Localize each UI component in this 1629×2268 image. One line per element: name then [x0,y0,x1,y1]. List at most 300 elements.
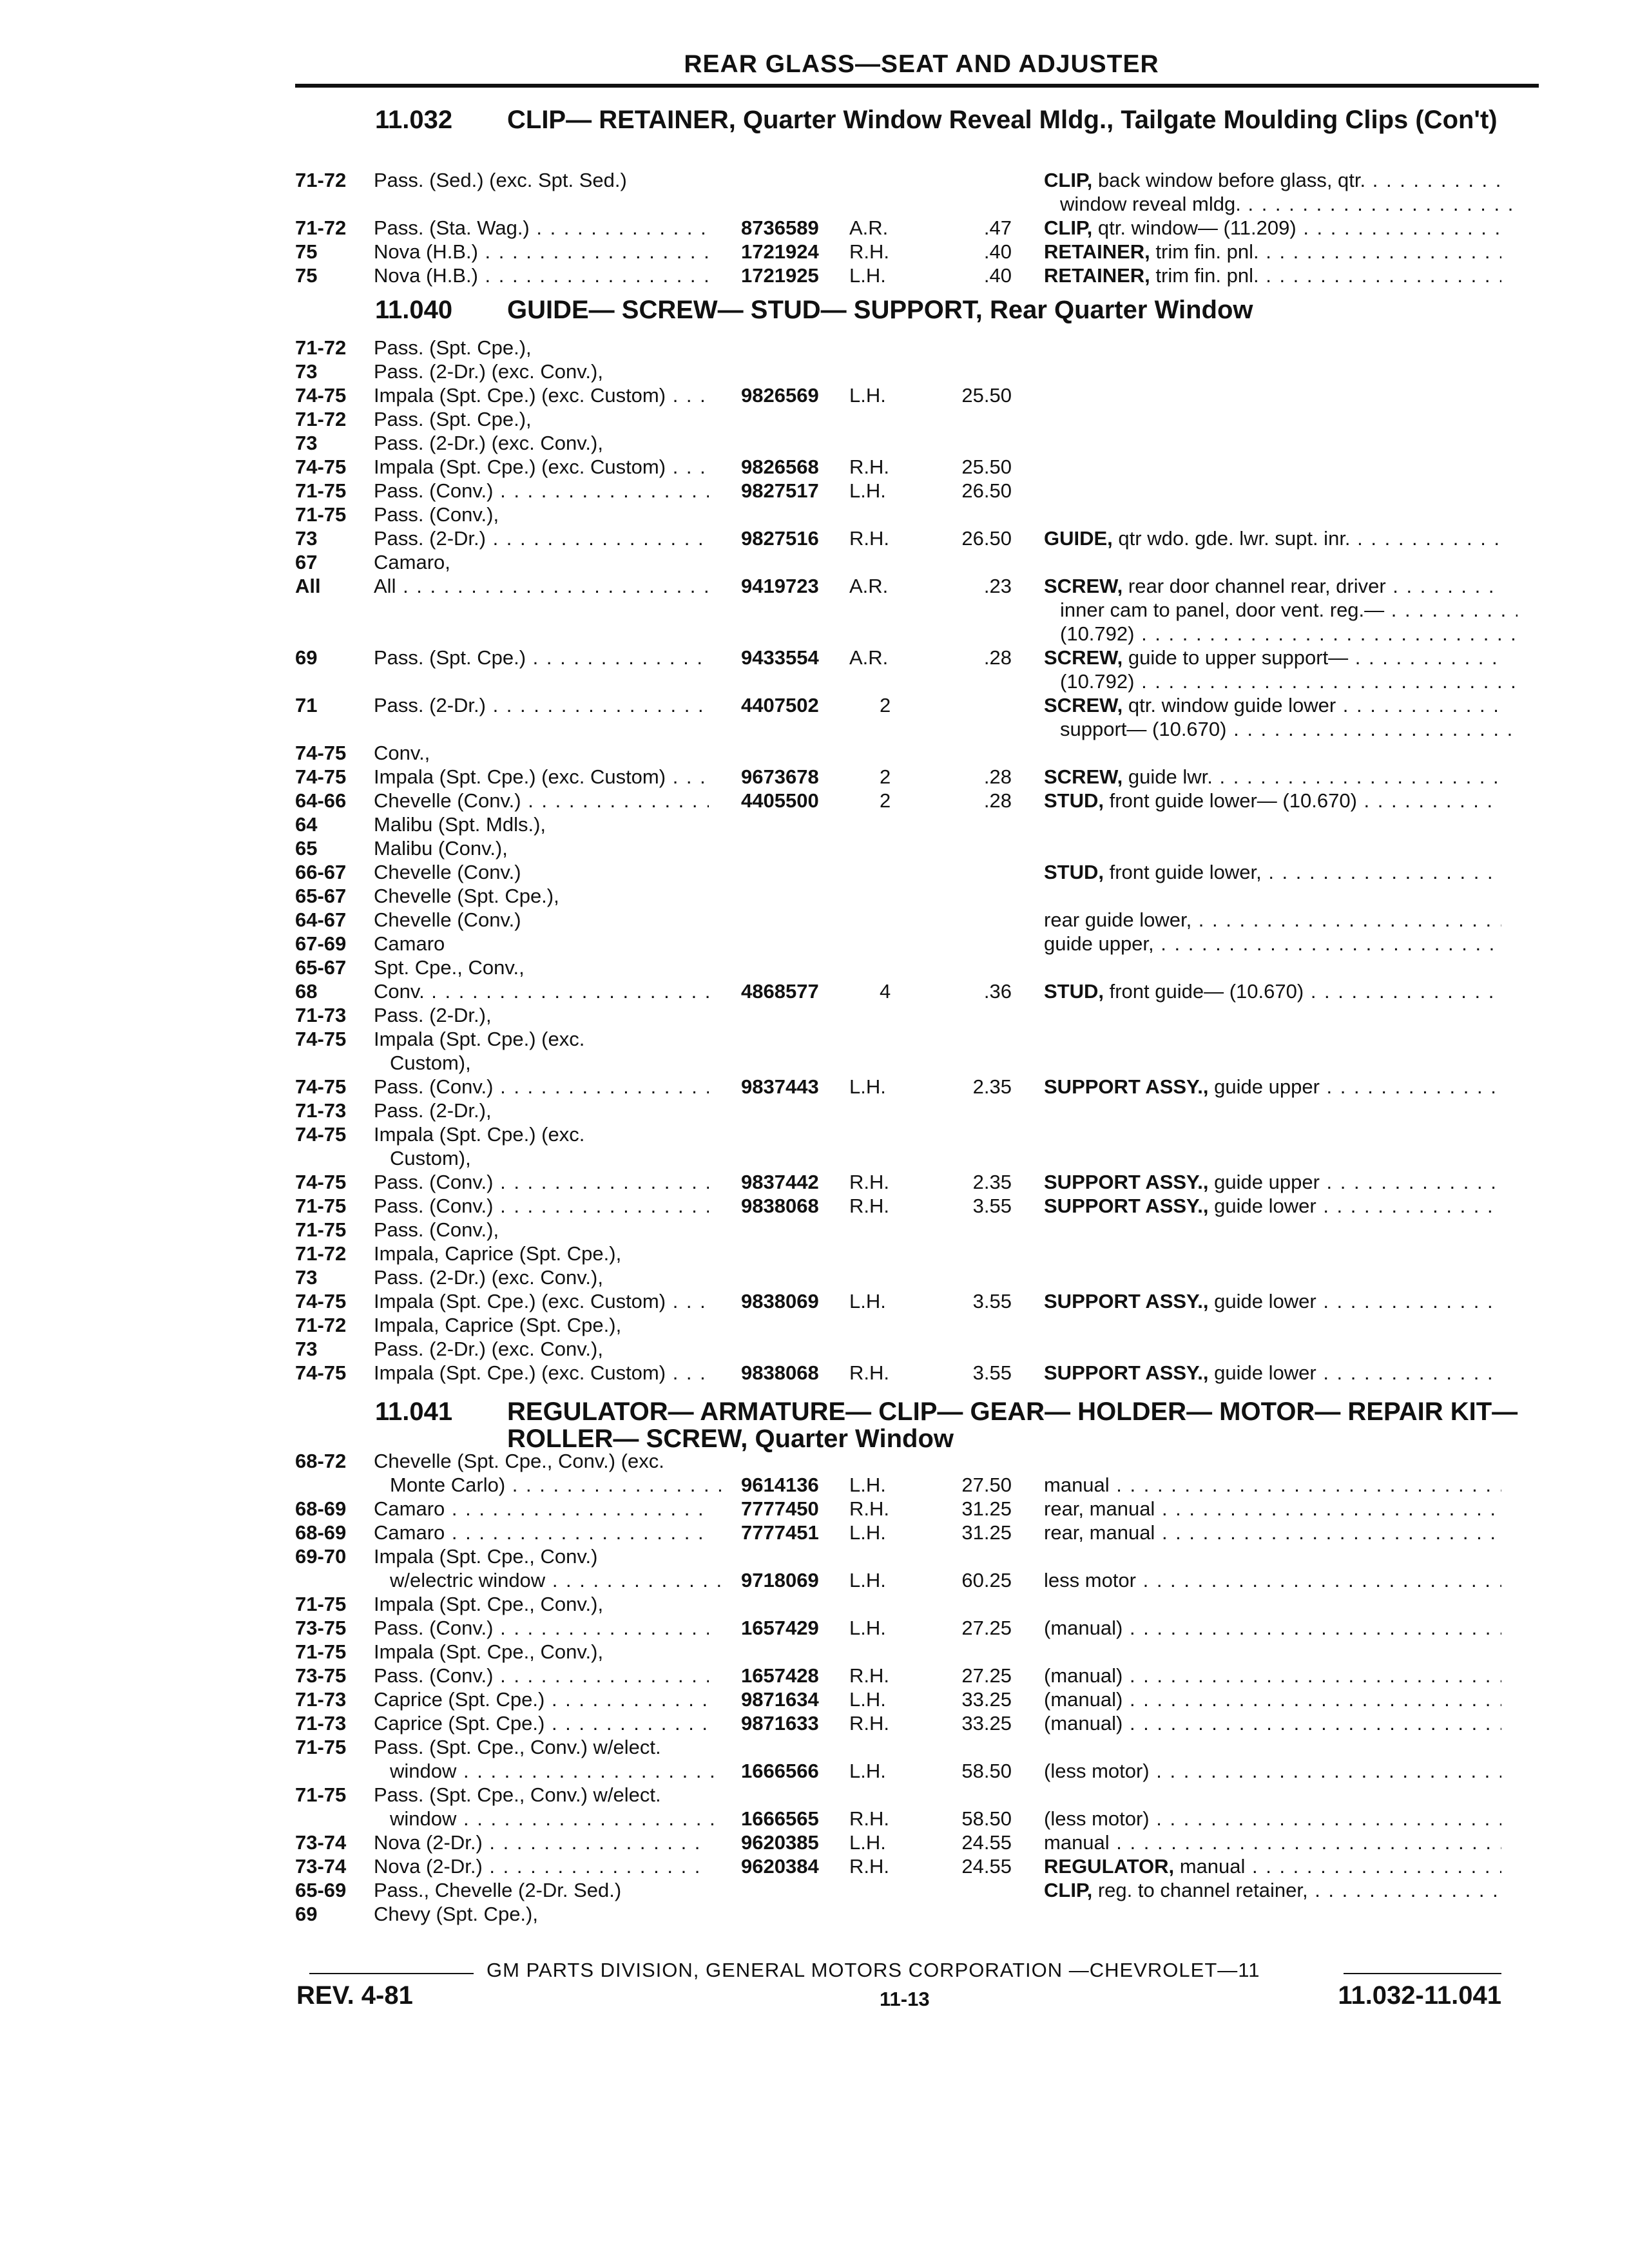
part-description [1044,1521,1501,1544]
model-description: Pass. (Sta. Wag.) . . . [374,216,709,240]
part-number [741,765,819,789]
quantity: R.H. [849,1855,889,1878]
quantity: L.H. [849,384,886,407]
part-detail: (manual) [1044,1664,1123,1687]
list-price: 31.25 [961,1521,1012,1544]
quantity: L.H. [849,479,886,502]
model-description: Monte Carlo) . . . [390,1474,725,1497]
table-row [0,1338,1629,1361]
list-price: .28 [983,646,1012,669]
model-description: Pass. (2-Dr.) (exc. Conv.), [374,432,603,454]
model-year: 74-75 [295,742,347,764]
part-detail: guide lower [1214,1361,1316,1384]
part-description [1044,789,1501,812]
model-description: Nova (H.B.) . . . [374,240,709,264]
page-number: 11-13 [880,1988,930,2010]
part-description [1060,670,1518,693]
part-detail: less motor [1044,1569,1136,1591]
model-description: Camaro . . . [374,1497,709,1521]
model-year: 64 [295,813,318,836]
part-number [741,1497,819,1521]
part-description [1044,240,1501,264]
model-year: 74-75 [295,1290,347,1312]
table-row [0,622,1629,646]
model-description: Chevelle (Spt. Cpe.), [374,885,559,907]
part-description [1044,1195,1501,1218]
part-detail: window reveal mldg. [1060,193,1241,215]
table-row [0,432,1629,456]
list-price: 60.25 [961,1569,1012,1591]
table-row [0,1147,1629,1171]
list-price: 25.50 [961,456,1012,478]
table-row [0,336,1629,360]
part-number-value: 9837442 [741,1171,819,1193]
part-detail: rear, manual [1044,1497,1155,1520]
table-row [0,1640,1629,1664]
model-description: Pass. (2-Dr.), [374,1099,492,1122]
table-row [0,551,1629,575]
table-row [0,1123,1629,1147]
part-number-value: 9614136 [741,1474,819,1496]
list-price: .47 [983,216,1012,239]
quantity: 4 [880,980,891,1003]
list-price: 3.55 [972,1195,1012,1217]
part-number-value: 9838069 [741,1290,819,1312]
model-description: Chevy (Spt. Cpe.), [374,1903,538,1925]
list-price: 58.50 [961,1807,1012,1830]
part-description [1044,980,1501,1003]
model-description: Pass., Chevelle (2-Dr. Sed.) [374,1879,622,1901]
list-price: .40 [983,264,1012,287]
part-description [1044,861,1501,884]
part-number [741,646,819,669]
quantity: A.R. [849,216,889,239]
table-row [0,1099,1629,1123]
part-description [1044,1171,1501,1194]
header-rule [295,84,1539,88]
model-description: Pass. (Conv.), [374,1218,499,1241]
model-year: 68-69 [295,1497,347,1520]
model-year: 66-67 [295,861,347,883]
model-description: Camaro [374,932,445,955]
model-year: 64-66 [295,789,347,812]
model-year: 68-69 [295,1521,347,1544]
model-year: 75 [295,264,318,287]
model-year: 65-67 [295,956,347,979]
model-description: Impala, Caprice (Spt. Cpe.), [374,1314,622,1336]
model-description: w/electric window . . . [390,1569,725,1592]
model-description: Impala (Spt. Cpe.) (exc. [374,1028,585,1050]
model-year: 71-72 [295,408,347,430]
part-name: REGULATOR, [1044,1855,1175,1878]
part-number-value: 4868577 [741,980,819,1003]
model-description: Pass. (Conv.) . . . [374,1171,709,1194]
part-detail: reg. to channel retainer, [1097,1879,1308,1901]
table-row [0,1075,1629,1099]
model-year: 74-75 [295,456,347,478]
part-number [741,789,819,812]
quantity: L.H. [849,1688,886,1711]
part-detail: guide to upper support— [1128,646,1349,669]
list-price: 2.35 [972,1075,1012,1098]
model-year: 75 [295,240,318,263]
part-number-value: 1666565 [741,1807,819,1830]
part-number-value: 9419723 [741,575,819,597]
part-number [741,1171,819,1194]
part-number [741,1831,819,1854]
table-row [0,980,1629,1004]
list-price: 33.25 [961,1712,1012,1735]
table-row [0,1760,1629,1783]
table-row [0,1903,1629,1927]
section-number: 11.041 [375,1398,453,1426]
part-detail: inner cam to panel, door vent. reg.— [1060,599,1385,621]
part-description [1044,1075,1501,1099]
quantity: L.H. [849,1075,886,1098]
part-description [1060,193,1518,216]
model-description: Nova (H.B.) . . . [374,264,709,287]
table-row [0,408,1629,432]
part-description [1044,1831,1501,1854]
model-description: Pass. (2-Dr.) (exc. Conv.), [374,1266,603,1289]
model-year: 71-73 [295,1099,347,1122]
model-description: Pass. (Conv.), [374,503,499,526]
model-description: Impala (Spt. Cpe.) (exc. Custom) . . . [374,765,709,789]
model-year: 74-75 [295,1075,347,1098]
part-number [741,479,819,503]
model-description: Pass. (Conv.) . . . [374,1195,709,1218]
model-year: 71-75 [295,479,347,502]
model-year: 74-75 [295,1028,347,1050]
table-row [0,1028,1629,1052]
model-year: 68 [295,980,318,1003]
model-description: Chevelle (Conv.) [374,908,521,931]
quantity: L.H. [849,1569,886,1591]
list-price: 24.55 [961,1855,1012,1878]
part-number-value: 9718069 [741,1569,819,1591]
table-row [0,216,1629,240]
quantity: L.H. [849,1290,886,1312]
table-row [0,1783,1629,1807]
model-description: Pass. (Conv.) . . . [374,1075,709,1099]
model-description: Nova (2-Dr.) . . . [374,1855,709,1878]
part-number [741,216,819,240]
model-description: Spt. Cpe., Conv., [374,956,525,979]
part-description [1060,599,1518,622]
part-description [1044,646,1501,669]
part-name: SUPPORT ASSY., [1044,1290,1209,1312]
part-name: SUPPORT ASSY., [1044,1195,1209,1217]
part-number-value: 9673678 [741,765,819,788]
table-row [0,908,1629,932]
part-number-value: 7777450 [741,1497,819,1520]
part-number-value: 9827517 [741,479,819,502]
part-number-value: 9826569 [741,384,819,407]
quantity: R.H. [849,1361,889,1384]
part-name: SUPPORT ASSY., [1044,1361,1209,1384]
quantity: R.H. [849,1712,889,1735]
quantity: L.H. [849,264,886,287]
table-row [0,1242,1629,1266]
table-row [0,1593,1629,1617]
model-year: 73-75 [295,1664,347,1687]
part-detail: guide upper [1214,1075,1320,1098]
part-description [1044,575,1501,598]
table-row [0,932,1629,956]
part-number-value: 1657429 [741,1617,819,1639]
table-row [0,1688,1629,1712]
table-row [0,169,1629,193]
model-year: 64-67 [295,908,347,931]
quantity: R.H. [849,1195,889,1217]
model-description: Caprice (Spt. Cpe.) . . . [374,1712,709,1735]
part-description [1044,1290,1501,1313]
part-name: SCREW, [1044,765,1123,788]
table-row [0,1004,1629,1028]
list-price: 58.50 [961,1760,1012,1782]
footer-division: GM PARTS DIVISION, GENERAL MOTORS CORPORATION —CHEVROLET—11 [487,1959,1260,1981]
model-year: 71-72 [295,336,347,359]
part-number-value: 9827516 [741,527,819,550]
model-description: Custom), [390,1052,471,1074]
part-detail: back window before glass, qtr. [1097,169,1366,191]
part-detail: manual [1179,1855,1246,1878]
model-year: 73 [295,1266,318,1289]
model-description: Impala (Spt. Cpe., Conv.), [374,1640,604,1663]
model-year: 73 [295,360,318,383]
table-row [0,1218,1629,1242]
part-number [741,1569,819,1592]
part-detail: qtr. window— (11.209) [1097,216,1296,239]
model-description: Pass. (Sed.) (exc. Spt. Sed.) [374,169,627,191]
quantity: L.H. [849,1474,886,1496]
table-row [0,861,1629,885]
quantity: L.H. [849,1831,886,1854]
table-row [0,599,1629,622]
table-row [0,789,1629,813]
model-year: 74-75 [295,384,347,407]
list-price: 27.25 [961,1664,1012,1687]
list-price: .28 [983,765,1012,788]
part-number-value: 9838068 [741,1195,819,1217]
part-detail: qtr wdo. gde. lwr. supt. inr. [1118,527,1351,550]
table-row [0,1314,1629,1338]
model-year: 71 [295,694,318,716]
quantity: R.H. [849,1807,889,1830]
part-description [1044,1361,1501,1385]
model-year: 68-72 [295,1450,347,1472]
model-description: Pass. (Conv.) . . . [374,1617,709,1640]
model-description: Pass. (2-Dr.) . . . [374,694,709,717]
model-year: 71-72 [295,1314,347,1336]
model-year: 71-75 [295,1593,347,1615]
quantity: R.H. [849,1497,889,1520]
part-description [1044,1688,1501,1711]
table-row [0,193,1629,216]
model-description: Malibu (Conv.), [374,837,508,860]
part-detail: rear guide lower, [1044,908,1192,931]
model-year: 71-75 [295,1195,347,1217]
part-number-value: 9620384 [741,1855,819,1878]
model-description: Conv. . . . [374,980,709,1003]
part-name: STUD, [1044,789,1104,812]
part-detail: rear, manual [1044,1521,1155,1544]
table-row [0,1855,1629,1879]
quantity: 2 [880,694,891,716]
table-row [0,813,1629,837]
model-year: 71-75 [295,503,347,526]
list-price: 27.50 [961,1474,1012,1496]
part-number-value: 9620385 [741,1831,819,1854]
revision-label: REV. 4-81 [296,1981,413,2010]
part-name: CLIP, [1044,1879,1093,1901]
part-description [1044,932,1501,956]
list-price: 25.50 [961,384,1012,407]
part-number-value: 9433554 [741,646,819,669]
model-description: Camaro . . . [374,1521,709,1544]
list-price: 3.55 [972,1290,1012,1312]
part-detail: (manual) [1044,1688,1123,1711]
model-year: 73-74 [295,1831,347,1854]
table-row [0,240,1629,264]
table-row [0,1497,1629,1521]
model-year: All [295,575,321,597]
model-year: 74-75 [295,1171,347,1193]
table-row [0,765,1629,789]
part-detail: (less motor) [1044,1807,1150,1830]
part-detail: guide upper [1214,1171,1320,1193]
model-description: window . . . [390,1760,725,1783]
part-name: GUIDE, [1044,527,1113,550]
section-title: CLIP— RETAINER, Quarter Window Reveal Mldg., Tailgate Moulding Clips (Con't) [507,106,1498,134]
table-row [0,1052,1629,1075]
part-number [741,1075,819,1099]
part-detail: support— (10.670) [1060,718,1227,740]
part-description [1044,1617,1501,1640]
table-row [0,1474,1629,1497]
part-name: RETAINER, [1044,240,1150,263]
part-detail: manual [1044,1474,1110,1496]
table-row [0,670,1629,694]
part-number-value: 9871634 [741,1688,819,1711]
part-number [741,1760,819,1783]
table-row [0,360,1629,384]
model-year: 65-67 [295,885,347,907]
quantity: R.H. [849,456,889,478]
model-year: 73-75 [295,1617,347,1639]
part-detail: trim fin. pnl. [1155,240,1259,263]
model-description: Pass. (Conv.) . . . [374,479,709,503]
page-header-title: REAR GLASS—SEAT AND ADJUSTER [684,50,1159,78]
model-description: Impala (Spt. Cpe.) (exc. Custom) . . . [374,1290,709,1313]
model-description: Impala (Spt. Cpe., Conv.), [374,1593,604,1615]
model-description: Pass. (2-Dr.) (exc. Conv.), [374,1338,603,1360]
part-number-value: 7777451 [741,1521,819,1544]
part-number-value: 1721924 [741,240,819,263]
part-detail: (manual) [1044,1712,1123,1735]
model-year: 73 [295,527,318,550]
part-number-value: 4405500 [741,789,819,812]
model-year: 69-70 [295,1545,347,1568]
part-detail: guide lower [1214,1195,1316,1217]
part-detail: (10.792) [1060,670,1135,693]
part-description [1044,1807,1501,1831]
part-number [741,1664,819,1687]
part-number [741,1195,819,1218]
table-row [0,264,1629,288]
table-row [0,503,1629,527]
table-row [0,837,1629,861]
quantity: 2 [880,789,891,812]
part-name: CLIP, [1044,169,1093,191]
table-row [0,1617,1629,1640]
part-name: SUPPORT ASSY., [1044,1075,1209,1098]
model-description: window . . . [390,1807,725,1831]
list-price: .36 [983,980,1012,1003]
table-row [0,1545,1629,1569]
part-description [1044,1664,1501,1687]
quantity: 2 [880,765,891,788]
part-detail: guide lower [1214,1290,1316,1312]
model-description: Pass. (2-Dr.), [374,1004,492,1026]
part-number-value: 9871633 [741,1712,819,1735]
model-description: Chevelle (Conv.) [374,861,521,883]
quantity: R.H. [849,527,889,550]
part-number-value: 1657428 [741,1664,819,1687]
table-row [0,1171,1629,1195]
part-description [1044,1855,1501,1878]
model-description: Pass. (2-Dr.) . . . [374,527,709,550]
model-year: 67-69 [295,932,347,955]
model-year: 65-69 [295,1879,347,1901]
part-name: SCREW, [1044,575,1123,597]
part-description [1044,1712,1501,1735]
table-row [0,456,1629,479]
quantity: R.H. [849,240,889,263]
section-number: 11.040 [375,296,453,324]
table-row [0,1266,1629,1290]
section-title: GUIDE— SCREW— STUD— SUPPORT, Rear Quarter Window [507,296,1253,324]
part-number [741,1474,819,1497]
model-year: 71-75 [295,1218,347,1241]
table-row [0,742,1629,765]
list-price: 24.55 [961,1831,1012,1854]
model-year: 71-75 [295,1640,347,1663]
part-number [741,1807,819,1831]
part-name: STUD, [1044,980,1104,1003]
part-number-value: 1721925 [741,264,819,287]
quantity: A.R. [849,575,889,597]
table-row [0,1290,1629,1314]
part-name: SUPPORT ASSY., [1044,1171,1209,1193]
part-number-value: 9838068 [741,1361,819,1384]
model-description: Impala, Caprice (Spt. Cpe.), [374,1242,622,1265]
model-year: 71-73 [295,1688,347,1711]
table-row [0,1831,1629,1855]
part-description [1044,908,1501,932]
part-number-value: 1666566 [741,1760,819,1782]
model-description: Conv., [374,742,430,764]
model-description: Impala (Spt. Cpe.) (exc. Custom) . . . [374,456,709,479]
part-description [1044,216,1501,240]
model-description: Custom), [390,1147,471,1169]
part-detail: manual [1044,1831,1110,1854]
table-row [0,646,1629,670]
part-name: CLIP, [1044,216,1093,239]
model-description: Pass. (Conv.) . . . [374,1664,709,1687]
part-number [741,240,819,264]
table-row [0,1361,1629,1385]
